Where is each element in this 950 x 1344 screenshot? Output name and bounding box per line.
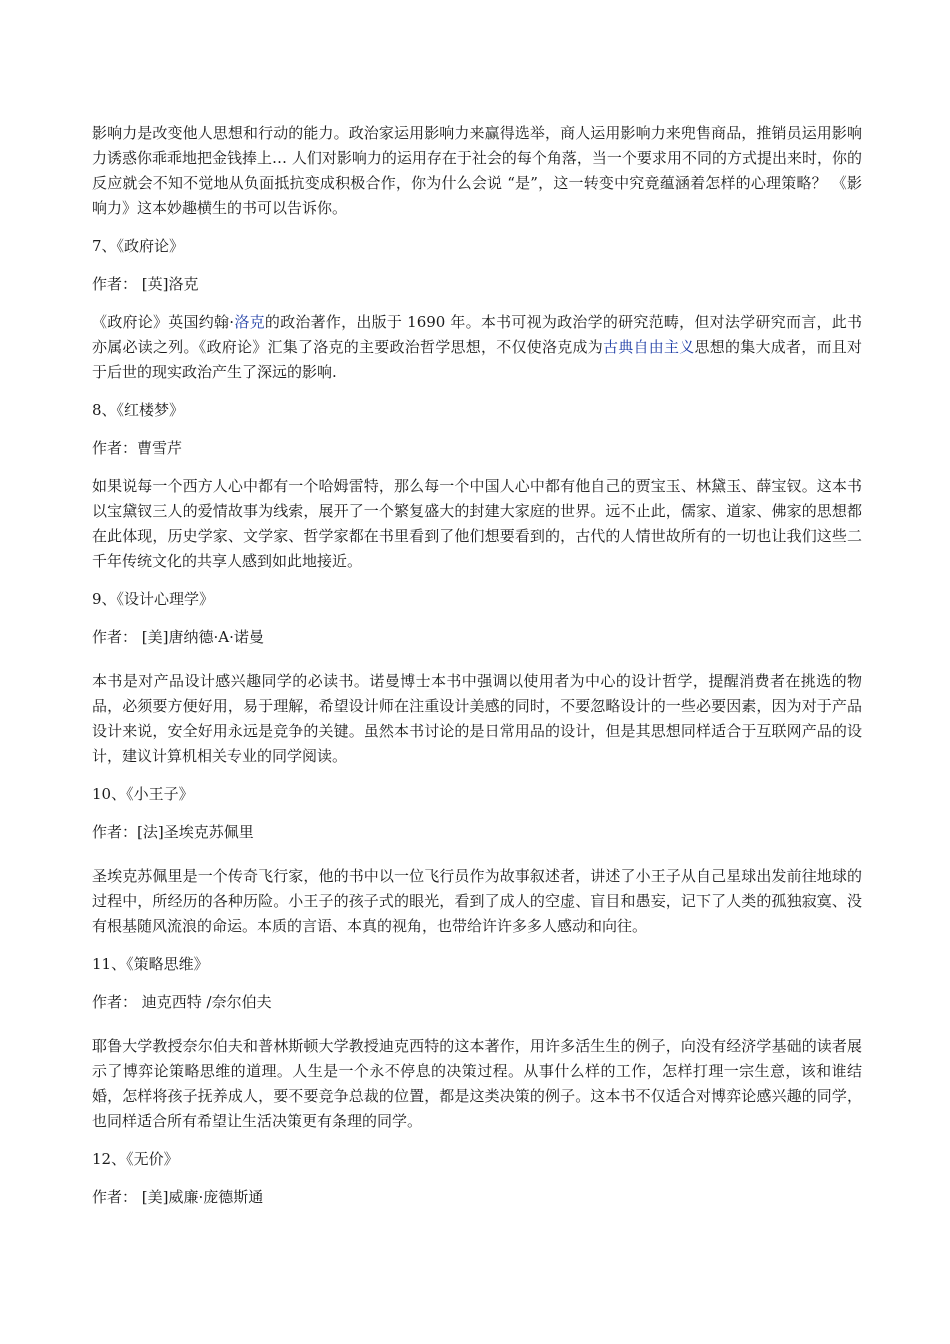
book-7-description <box>92 310 862 385</box>
link-classical-liberalism[interactable]: 古典自由主义 <box>602 338 695 356</box>
book-7-desc-part-b: 的政治著作，出版于 1690 年。本书可视为政治学的研究范畴，但对法学研究而言，此书亦属必读之列。《政府论》汇集了洛克的主要政治哲学思想，不仅使洛克成为 <box>92 313 862 356</box>
intro-paragraph: 影响力是改变他人思想和行动的能力。政治家运用影响力来赢得选举，商人运用影响力来兜售商品，推销员运用影响力诱惑你乖乖地把金钱捧上… 人们对影响力的运用存在于社会的每个角落，当一个要求用不同的方式提出来时，你的反应就会不知不觉地从负面抵抗变成积极合作，你为什么会说 “是”，这一转变中究竟蕴涵着怎样的心理策略？ 《影响力》这本妙趣横生的书可以告诉你。 <box>92 124 862 217</box>
book-9-description: 本书是对产品设计感兴趣同学的必读书。诺曼博士本书中强调以使用者为中心的设计哲学，提醒消费者在挑选的物品，必须要方便好用，易于理解，希望设计师在注重设计美感的同时，不要忽略设计的一些必要因素，因为对于产品设计来说，安全好用永远是竞争的关键。虽然本书讨论的是日常用品的设计，但是其思想同样适合于互联网产品的设计，建议计算机相关专业的同学阅读。 <box>92 672 862 765</box>
book-12-title: 12、《无价》 <box>92 1150 179 1168</box>
book-7-desc-part-c: 思想的集大成者，而且对于后世的现实政治产生了深远的影响. <box>92 338 862 381</box>
book-10-description: 圣埃克苏佩里是一个传奇飞行家，他的书中以一位飞行员作为故事叙述者，讲述了小王子从自己星球出发前往地球的过程中，所经历的各种历险。小王子的孩子式的眼光，看到了成人的空虚、盲目和愚妄，记下了人类的孤独寂寞、没有根基随风流浪的命运。本质的言语、本真的视角，也带给许许多多人感动和向往。 <box>92 867 862 935</box>
book-9-title: 9、《设计心理学》 <box>92 590 215 608</box>
link-locke[interactable]: 洛克 <box>234 313 265 331</box>
book-11-description: 耶鲁大学教授奈尔伯夫和普林斯顿大学教授迪克西特的这本著作，用许多活生生的例子，向没有经济学基础的读者展示了博弈论策略思维的道理。人生是一个永不停息的决策过程。从事什么样的工作，怎样打理一宗生意，该和谁结婚，怎样将孩子抚养成人，要不要竞争总裁的位置，都是这类决策的例子。这本书不仅适合对博弈论感兴趣的同学，也同样适合所有希望让生活决策更有条理的同学。 <box>92 1037 862 1130</box>
book-8-title: 8、《红楼梦》 <box>92 401 185 419</box>
book-7-author: 作者： [英]洛克 <box>92 275 199 293</box>
book-8-description: 如果说每一个西方人心中都有一个哈姆雷特，那么每一个中国人心中都有他自己的贾宝玉、林黛玉、薛宝钗。这本书以宝黛钗三人的爱情故事为线索，展开了一个繁复盛大的封建大家庭的世界。远不止此，儒家、道家、佛家的思想都在此体现，历史学家、文学家、哲学家都在书里看到了他们想要看到的，古代的人情世故所有的一切也让我们这些二千年传统文化的共享人感到如此地接近。 <box>92 477 862 570</box>
book-9-author: 作者： [美]唐纳德·A·诺曼 <box>92 628 264 646</box>
book-10-author: 作者：[法]圣埃克苏佩里 <box>92 823 254 841</box>
book-8-author: 作者：曹雪芹 <box>92 439 183 457</box>
book-7-title: 7、《政府论》 <box>92 237 185 255</box>
document-page <box>92 121 862 1223</box>
book-12-author: 作者： [美]威廉·庞德斯通 <box>92 1188 264 1206</box>
book-11-author: 作者： 迪克西特 /奈尔伯夫 <box>92 993 272 1011</box>
book-11-title: 11、《策略思维》 <box>92 955 209 973</box>
book-7-desc-part-a: 《政府论》英国约翰· <box>92 313 235 331</box>
book-10-title: 10、《小王子》 <box>92 785 194 803</box>
